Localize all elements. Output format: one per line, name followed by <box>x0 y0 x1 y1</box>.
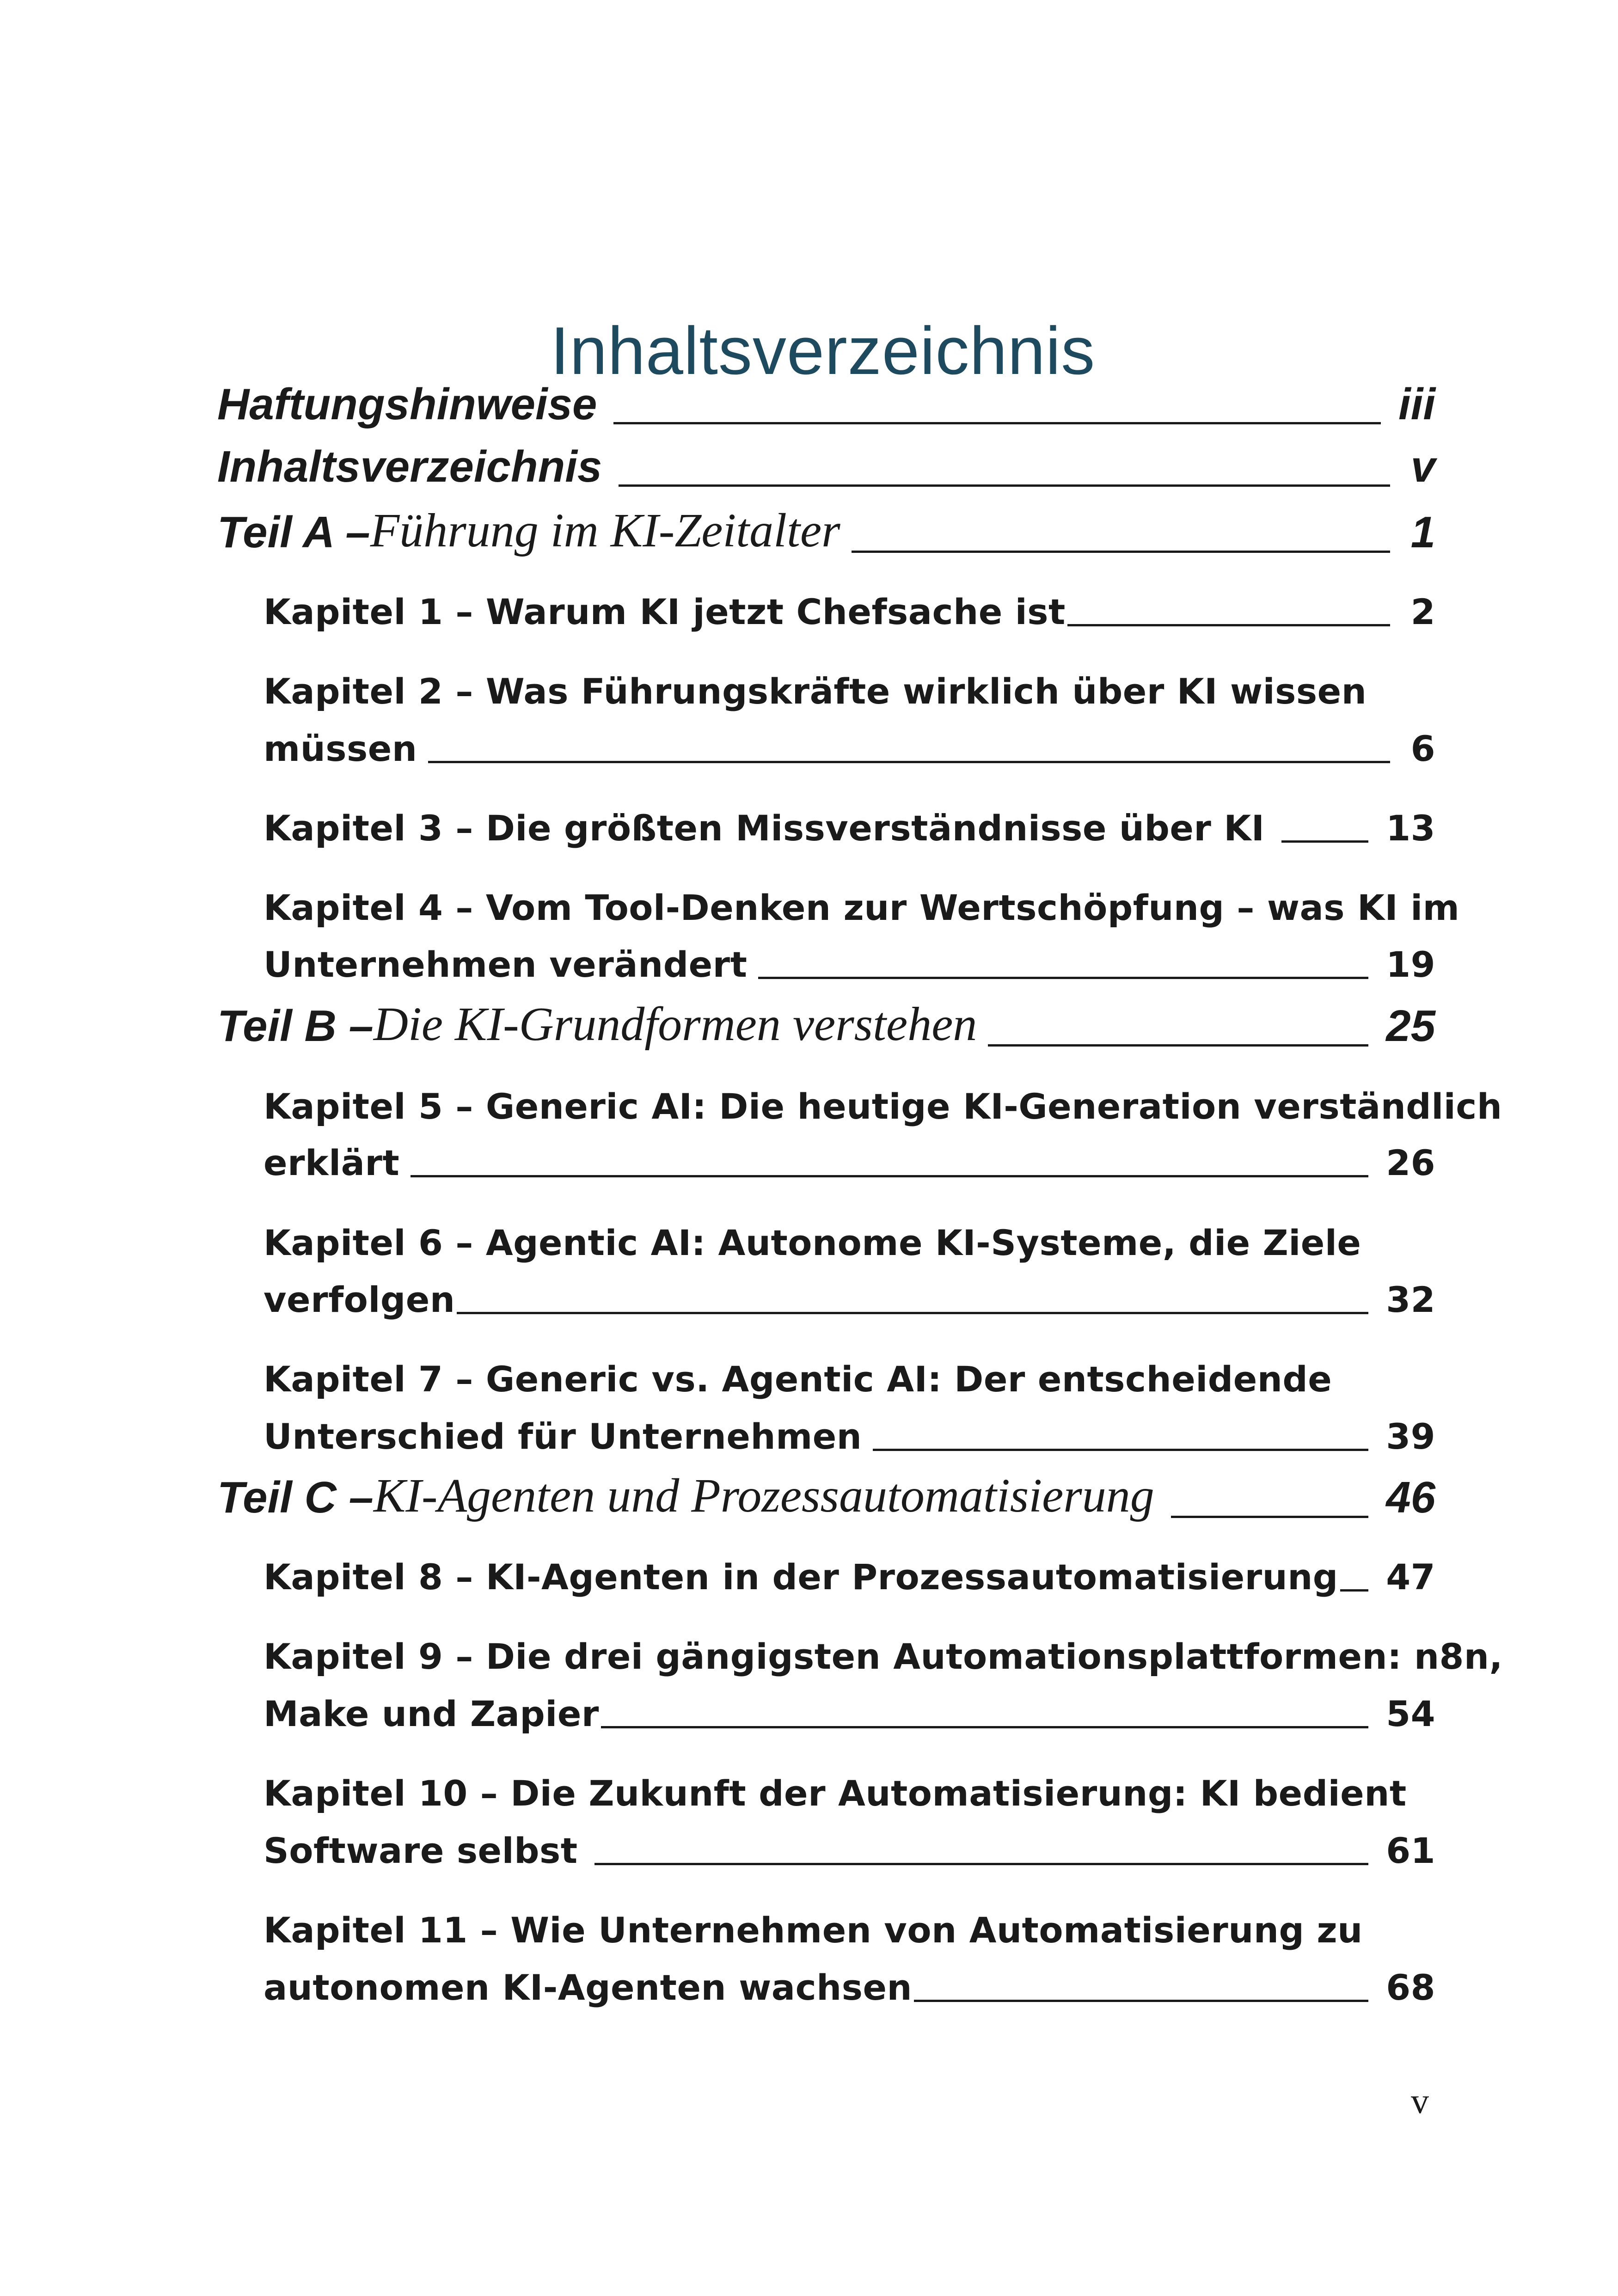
toc-part-a[interactable] <box>217 503 1435 558</box>
chapter-title-line1: Kapitel 4 – Vom Tool-Denken zur Wertschöpfung – was KI im <box>264 887 1460 928</box>
toc-page-number: v <box>1410 442 1435 491</box>
toc-leader <box>594 1863 1369 1865</box>
toc-page-number: 2 <box>1410 591 1435 632</box>
chapter-title-line2: verfolgen <box>264 1279 455 1320</box>
chapter-title-line1: Kapitel 2 – Was Führungskräfte wirklich über KI wissen <box>264 671 1367 712</box>
toc-leader <box>411 1175 1368 1177</box>
toc-leader <box>1281 840 1369 843</box>
toc-chapter-8[interactable] <box>264 1557 1435 1597</box>
toc-page-number: 46 <box>1386 1473 1435 1523</box>
chapter-title: Kapitel 8 – KI-Agenten in der Prozessautomatisierung <box>264 1556 1338 1598</box>
chapter-title-line2: autonomen KI-Agenten wachsen <box>264 1967 913 2008</box>
toc-part-b[interactable] <box>217 997 1435 1052</box>
toc-leader <box>1340 1589 1369 1592</box>
toc-chapter-1[interactable] <box>264 592 1435 632</box>
toc-chapter-11[interactable] <box>264 1967 1435 2008</box>
toc-entry-haftungshinweise[interactable] <box>217 379 1435 430</box>
toc-leader <box>914 2000 1368 2002</box>
toc-page-number: 54 <box>1386 1693 1435 1734</box>
toc-page-number: 26 <box>1386 1142 1435 1183</box>
chapter-title-line1: Kapitel 11 – Wie Unternehmen von Automatisierung zu <box>264 1910 1363 1951</box>
toc-page-number: 19 <box>1386 944 1435 985</box>
part-title: Führung im KI-Zeitalter <box>370 504 840 557</box>
part-title: Die KI-Grundformen verstehen <box>373 998 977 1051</box>
toc-page-number: 68 <box>1386 1967 1435 2008</box>
page-number-footer: v <box>1411 2081 1429 2121</box>
chapter-title-line2: erklärt <box>264 1142 400 1183</box>
toc-leader <box>873 1449 1368 1451</box>
toc-page-number: 13 <box>1386 808 1435 849</box>
toc-leader <box>758 977 1368 979</box>
toc-chapter-5[interactable] <box>264 1143 1435 1183</box>
toc-page-number: 6 <box>1410 728 1435 769</box>
chapter-title-line2: Unterschied für Unternehmen <box>264 1416 862 1457</box>
toc-leader <box>988 1044 1368 1047</box>
toc-entry-label: Haftungshinweise <box>217 380 597 429</box>
toc-chapter-3[interactable] <box>264 808 1435 848</box>
toc-entry-inhaltsverzeichnis[interactable] <box>217 441 1435 492</box>
toc-chapter-6[interactable] <box>264 1280 1435 1320</box>
toc-entry-label: Inhaltsverzeichnis <box>217 442 602 491</box>
chapter-title: Kapitel 3 – Die größten Missverständnisse über KI <box>264 808 1265 849</box>
chapter-title-line2: Unternehmen verändert <box>264 944 748 985</box>
page-title: Inhaltsverzeichnis <box>550 312 1096 388</box>
toc-leader <box>428 761 1390 763</box>
toc-leader <box>619 484 1390 487</box>
toc-part-c[interactable] <box>217 1468 1435 1524</box>
part-prefix: Teil C – <box>217 1473 374 1523</box>
part-prefix: Teil A – <box>217 508 370 557</box>
chapter-title-line1: Kapitel 9 – Die drei gängigsten Automationsplattformen: n8n, <box>264 1636 1503 1677</box>
chapter-title-line1: Kapitel 6 – Agentic AI: Autonome KI-Systeme, die Ziele <box>264 1222 1361 1263</box>
toc-chapter-10[interactable] <box>264 1831 1435 1871</box>
toc-page-number: 39 <box>1386 1416 1435 1457</box>
toc-leader <box>1067 624 1390 626</box>
toc-page-number: 1 <box>1410 508 1435 557</box>
toc-page-number: 61 <box>1386 1830 1435 1871</box>
chapter-title-line1: Kapitel 5 – Generic AI: Die heutige KI-Generation verständlich <box>264 1086 1502 1127</box>
chapter-title-line1: Kapitel 10 – Die Zukunft der Automatisierung: KI bedient <box>264 1773 1407 1814</box>
chapter-title-line2: müssen <box>264 728 417 769</box>
toc-chapter-2[interactable] <box>264 729 1435 769</box>
toc-chapter-4[interactable] <box>264 944 1435 985</box>
chapter-title-line2: Make und Zapier <box>264 1693 599 1734</box>
toc-leader <box>852 551 1390 553</box>
toc-leader <box>601 1726 1368 1728</box>
toc-page-number: 25 <box>1386 1001 1435 1051</box>
toc-page-number: 47 <box>1386 1556 1435 1598</box>
chapter-title: Kapitel 1 – Warum KI jetzt Chefsache ist <box>264 591 1066 632</box>
part-prefix: Teil B – <box>217 1001 374 1051</box>
toc-leader <box>457 1312 1368 1314</box>
toc-page-number: 32 <box>1386 1279 1435 1320</box>
part-title: KI-Agenten und Prozessautomatisierung <box>373 1469 1154 1522</box>
toc-chapter-7[interactable] <box>264 1416 1435 1457</box>
toc-chapter-9[interactable] <box>264 1694 1435 1734</box>
toc-leader <box>1171 1516 1368 1518</box>
toc-leader <box>613 422 1381 424</box>
chapter-title-line2: Software selbst <box>264 1830 578 1871</box>
toc-page-number: iii <box>1398 380 1435 429</box>
chapter-title-line1: Kapitel 7 – Generic vs. Agentic AI: Der entscheidende <box>264 1359 1332 1400</box>
